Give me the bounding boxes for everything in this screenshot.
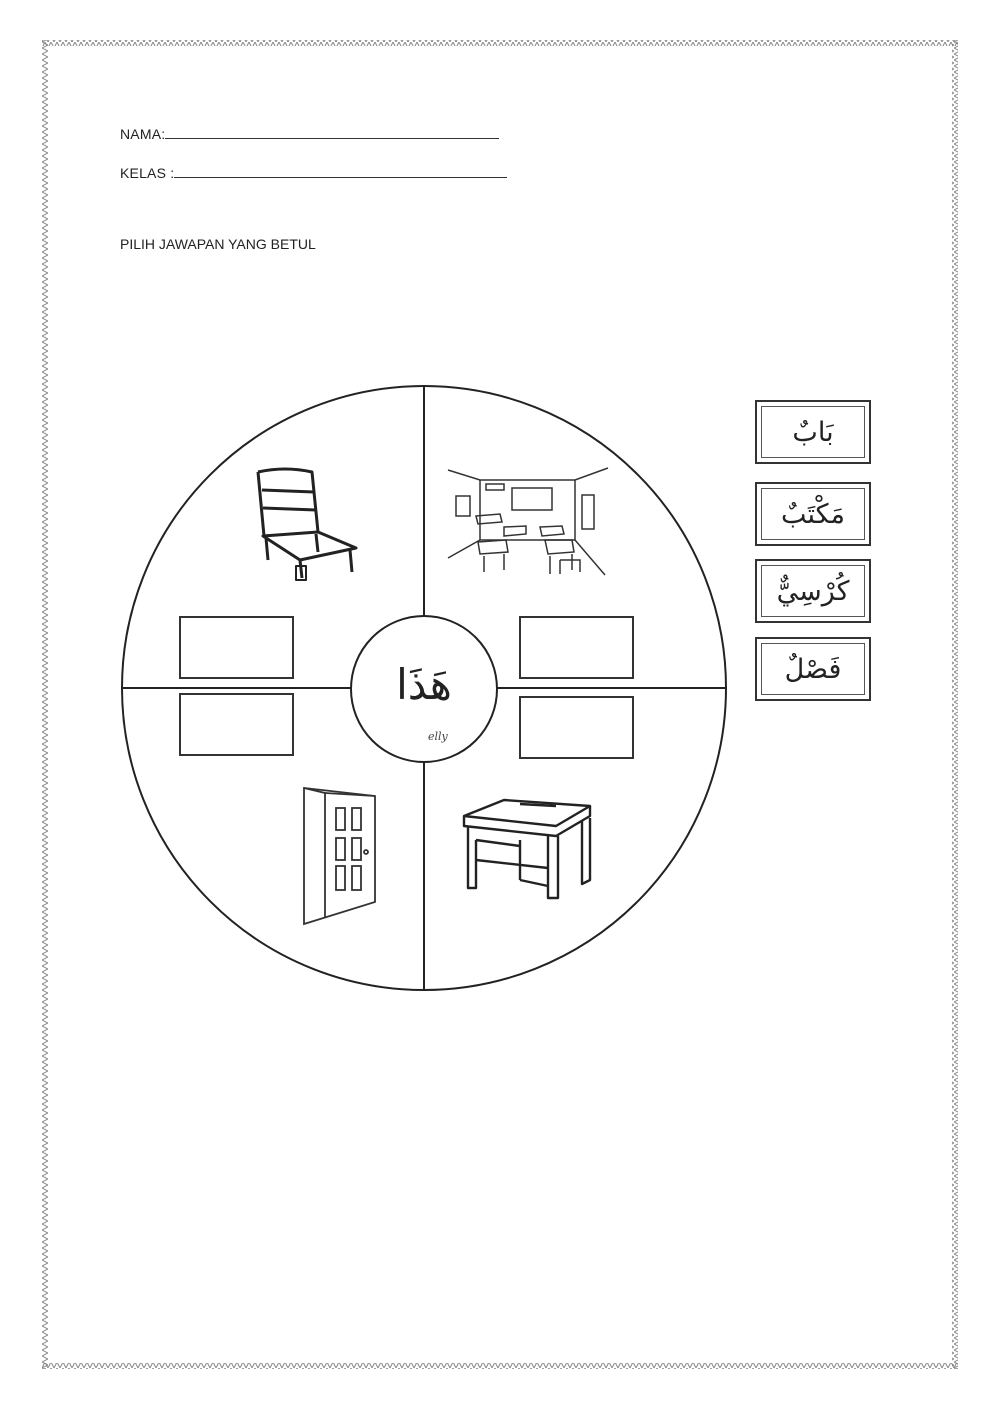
word-text: فَصْلٌ	[761, 643, 865, 695]
signature: elly	[428, 730, 448, 743]
answer-box-classroom[interactable]	[519, 616, 634, 679]
word-card-fasl[interactable]	[755, 637, 871, 701]
word-text: مَكْتَبٌ	[761, 488, 865, 540]
name-label: NAMA:	[120, 126, 166, 142]
class-label: KELAS :	[120, 165, 175, 181]
word-card-kursi[interactable]	[755, 559, 871, 623]
center-word: هَذَا	[396, 660, 452, 709]
word-card-bab[interactable]	[755, 400, 871, 464]
answer-box-chair[interactable]	[179, 616, 294, 679]
answer-box-door[interactable]	[179, 693, 294, 756]
answer-box-desk[interactable]	[519, 696, 634, 759]
instruction-text: PILIH JAWAPAN YANG BETUL	[120, 236, 316, 252]
word-text: كُرْسِيٌّ	[761, 565, 865, 617]
word-text: بَابٌ	[761, 406, 865, 458]
word-card-maktab[interactable]	[755, 482, 871, 546]
